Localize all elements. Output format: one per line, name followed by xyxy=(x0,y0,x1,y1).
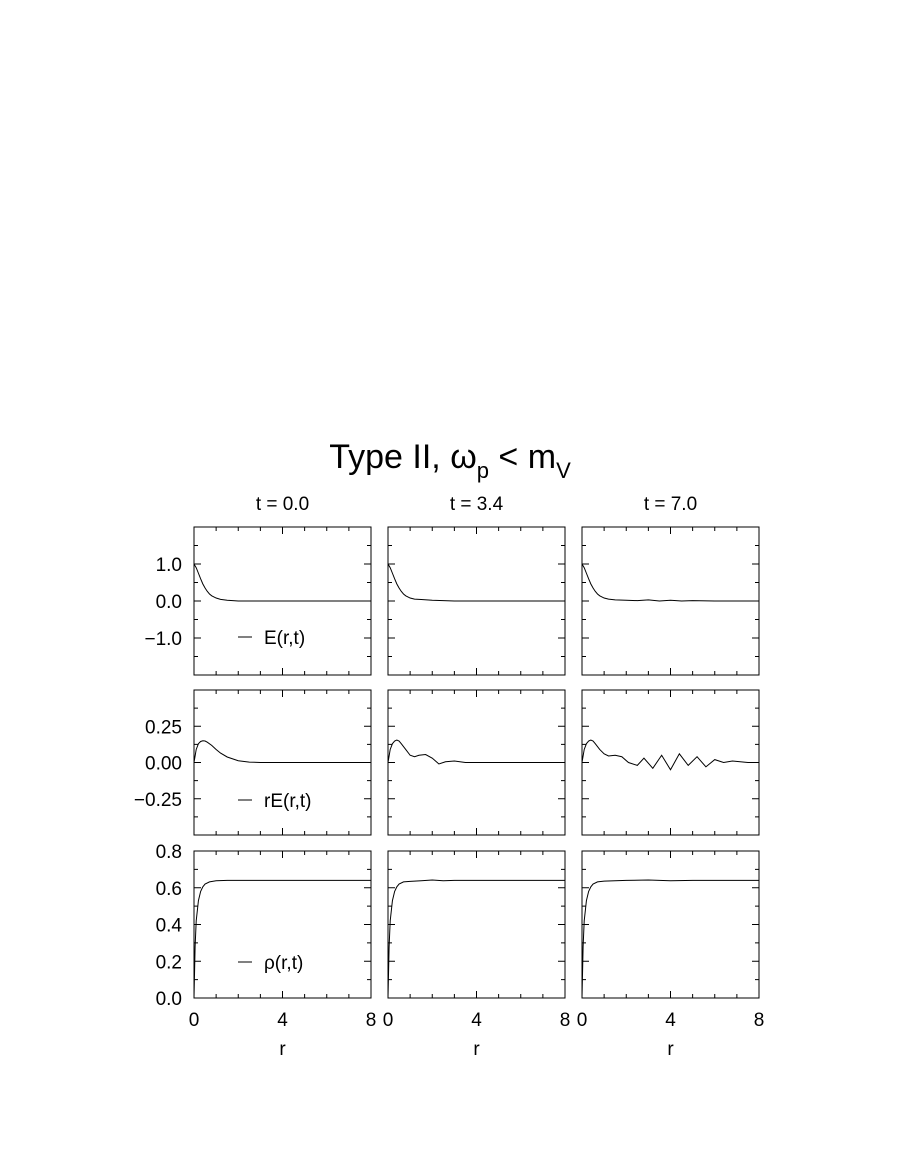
title-m-sub: V xyxy=(556,458,571,483)
x-tick-label: 4 xyxy=(665,1010,676,1031)
legend-label: rE(r,t) xyxy=(264,791,312,812)
data-line-r1-c1 xyxy=(388,740,565,764)
y-tick-label: −1.0 xyxy=(144,629,182,650)
title-lt: < m xyxy=(488,438,557,476)
y-tick-label: 0.0 xyxy=(155,989,182,1010)
x-axis-label: r xyxy=(473,1039,480,1060)
title-omega: ω xyxy=(450,438,477,476)
x-tick-label: 0 xyxy=(188,1010,200,1031)
y-tick-label: 0.25 xyxy=(145,717,182,739)
y-tick-label: 0.6 xyxy=(155,878,182,900)
x-tick-label: 8 xyxy=(559,1010,571,1031)
x-axis-label: r xyxy=(279,1039,286,1060)
y-tick-label: 0.8 xyxy=(155,842,182,863)
y-tick-label: 0.2 xyxy=(155,952,182,974)
data-line-r0-c2 xyxy=(582,564,759,601)
data-line-r1-c2 xyxy=(582,740,759,770)
data-line-r2-c2 xyxy=(582,880,759,998)
x-tick-label: 0 xyxy=(576,1010,588,1031)
column-title: t = 7.0 xyxy=(643,494,698,515)
panel-frame-r2-c2 xyxy=(582,851,759,998)
x-tick-label: 4 xyxy=(471,1010,482,1031)
y-tick-label: 1.0 xyxy=(155,555,182,576)
data-line-r1-c0 xyxy=(194,741,371,763)
legend-label: E(r,t) xyxy=(264,628,306,649)
data-line-r2-c0 xyxy=(194,880,371,998)
column-title: t = 0.0 xyxy=(255,494,310,515)
panel-grid xyxy=(134,494,764,1060)
title-omega-sub: p xyxy=(476,458,489,483)
title-text: Type II, xyxy=(329,438,451,476)
legend-label: ρ(r,t) xyxy=(264,953,304,974)
x-tick-label: 4 xyxy=(277,1010,288,1031)
column-title: t = 3.4 xyxy=(449,494,504,515)
data-line-r0-c0 xyxy=(194,564,371,601)
data-line-r2-c1 xyxy=(388,880,565,998)
figure-title xyxy=(329,438,571,483)
x-tick-label: 8 xyxy=(753,1010,765,1031)
panel-frame-r2-c0 xyxy=(194,851,371,998)
x-axis-label: r xyxy=(667,1039,674,1060)
x-tick-label: 0 xyxy=(382,1010,394,1031)
y-tick-label: 0.4 xyxy=(155,915,182,937)
y-tick-label: −0.25 xyxy=(133,789,182,811)
panel-frame-r2-c1 xyxy=(388,851,565,998)
panel-frame-r1-c2 xyxy=(582,690,759,835)
y-tick-label: 0.0 xyxy=(155,592,182,613)
data-line-r0-c1 xyxy=(388,564,565,601)
y-tick-label: 0.00 xyxy=(145,753,182,775)
x-tick-label: 8 xyxy=(365,1010,377,1031)
